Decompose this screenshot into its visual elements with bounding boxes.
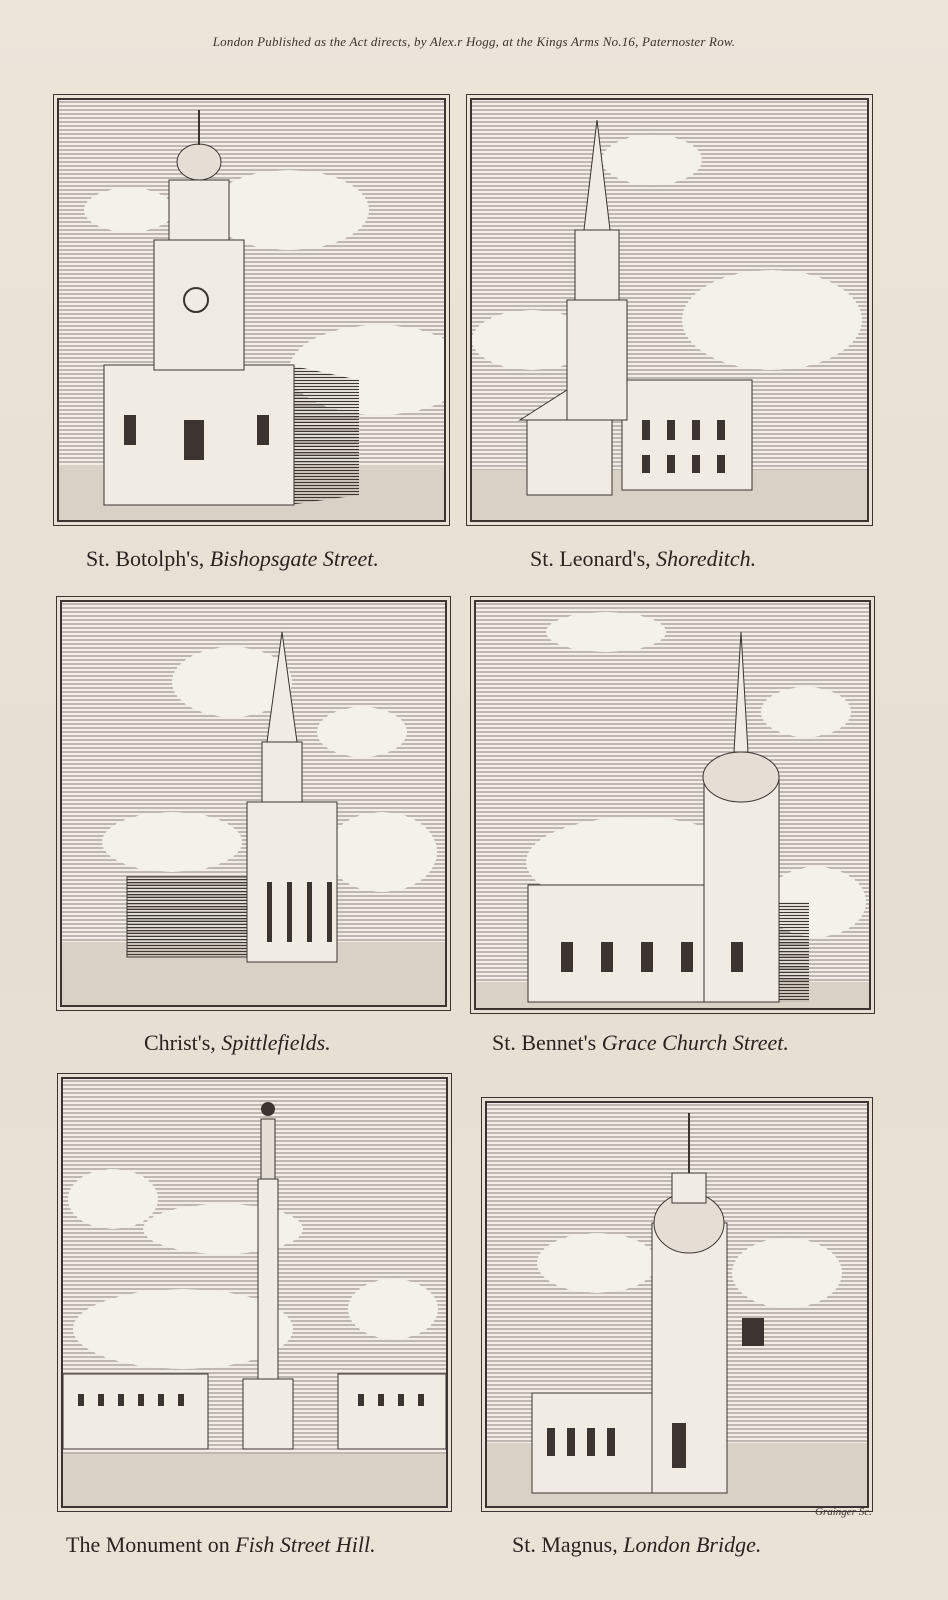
monument-engraving [63,1079,446,1506]
st-botolph-engraving [59,100,444,520]
church-name: St. Leonard's, [530,546,651,571]
plate-st-leonard [470,98,869,522]
location-name: Fish Street Hill. [235,1532,376,1557]
st-bennet-engraving [476,602,869,1008]
church-name: Christ's, [144,1030,216,1055]
caption-monument [66,1532,376,1558]
church-name: St. Bennet's [492,1030,597,1055]
christs-engraving [62,602,445,1005]
church-name: The Monument on [66,1532,230,1557]
location-name: Shoreditch. [656,546,757,571]
st-leonard-engraving [472,100,867,520]
plate-st-botolph [57,98,446,522]
caption-christs [144,1030,331,1056]
caption-st-botolph [86,546,379,572]
caption-st-leonard [530,546,756,572]
plate-st-bennet [474,600,871,1010]
publisher-imprint: London Published as the Act directs, by Alex.r Hogg, at the Kings Arms No.16, Paternoster Row. [212,34,736,49]
engraver-signature: Grainger Sc. [815,1506,872,1518]
location-name: Grace Church Street. [601,1030,789,1055]
st-magnus-engraving [487,1103,867,1506]
plate-christs [60,600,447,1007]
plate-st-magnus [485,1101,869,1508]
plate-monument [61,1077,448,1508]
church-name: St. Botolph's, [86,546,205,571]
location-name: Bishopsgate Street. [209,546,379,571]
caption-st-magnus [512,1532,761,1558]
location-name: Spittlefields. [221,1030,331,1055]
caption-st-bennet [492,1030,789,1056]
location-name: London Bridge. [623,1532,762,1557]
church-name: St. Magnus, [512,1532,618,1557]
